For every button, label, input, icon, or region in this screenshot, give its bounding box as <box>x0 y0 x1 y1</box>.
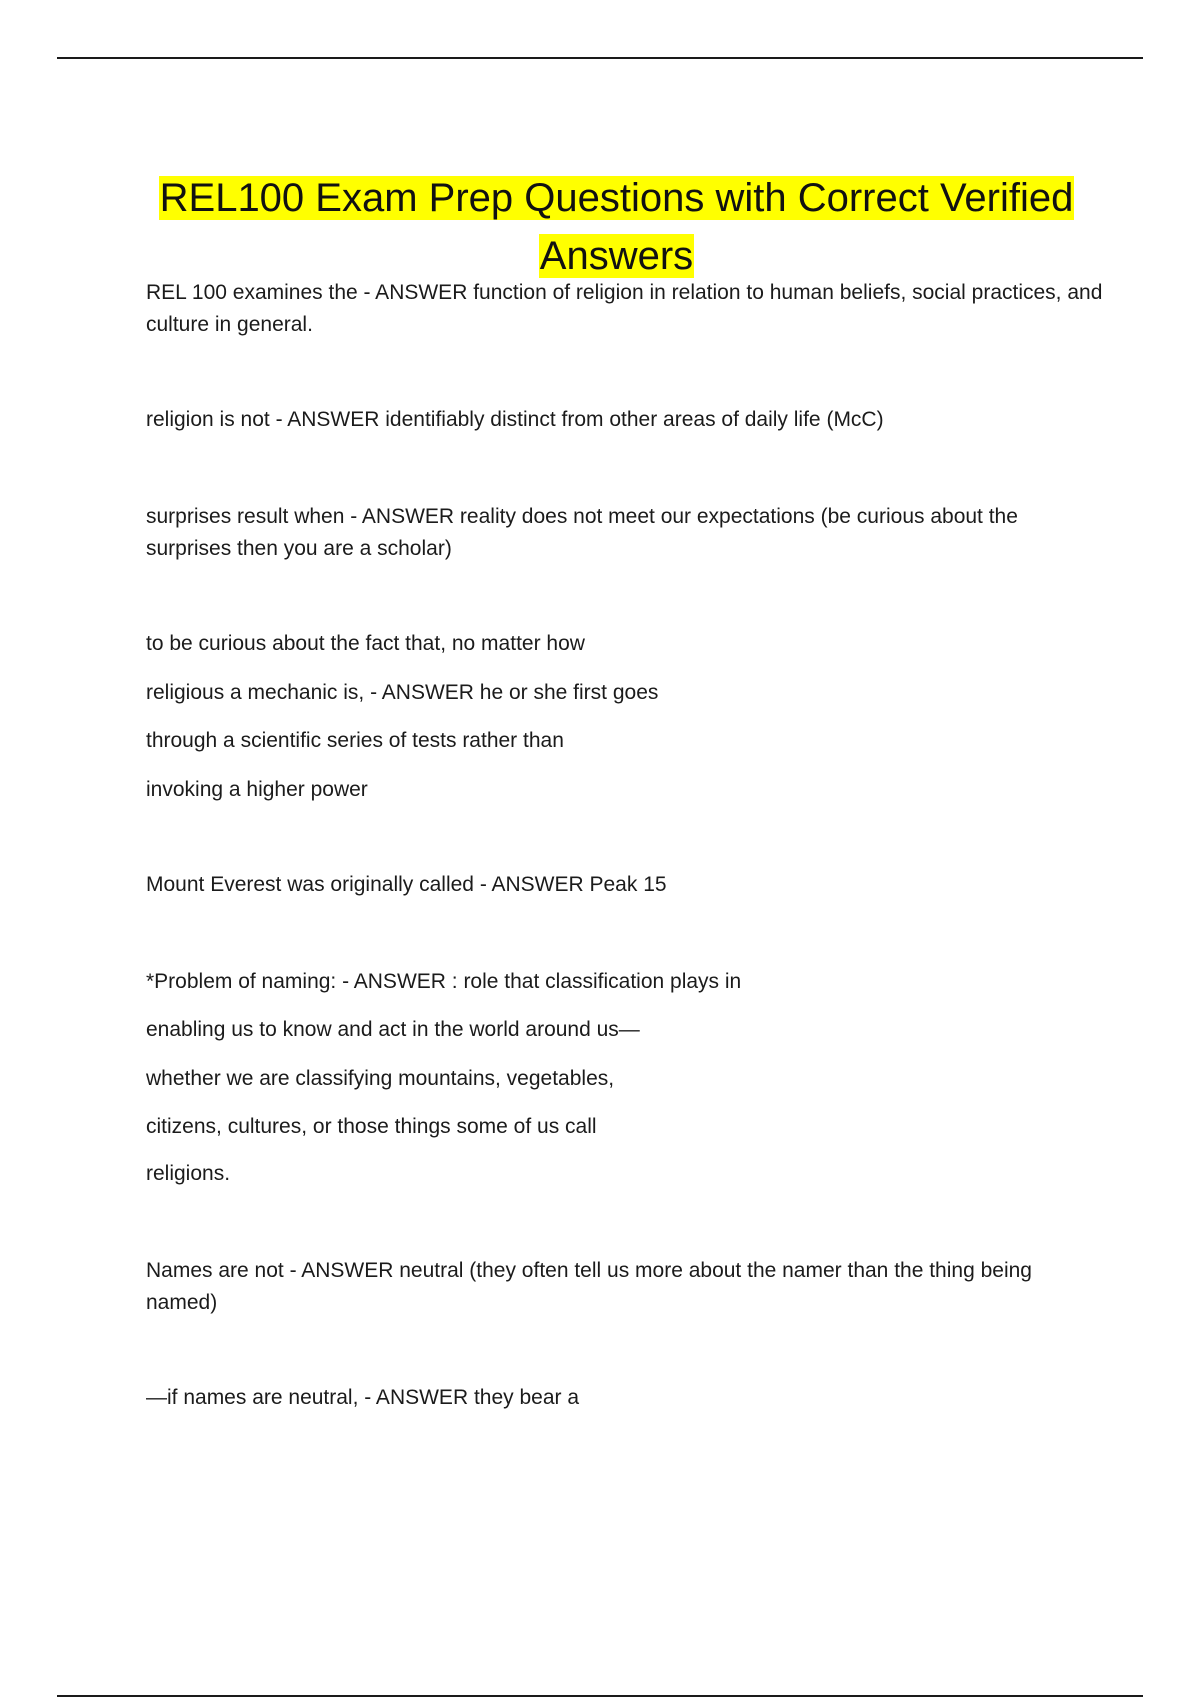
qa-entry-4-line-4: invoking a higher power <box>146 778 368 801</box>
qa-entry-6-line-3: whether we are classifying mountains, vegetables, <box>146 1067 615 1090</box>
qa-entry-6-line-2: enabling us to know and act in the world around us— <box>146 1018 640 1041</box>
document-title <box>120 169 1113 285</box>
qa-entry-4-line-1: to be curious about the fact that, no matter how <box>146 632 585 655</box>
bottom-rule <box>57 1695 1143 1697</box>
qa-entry-4-line-3: through a scientific series of tests rather than <box>146 729 564 752</box>
top-rule <box>57 57 1143 59</box>
qa-entry-1: REL 100 examines the - ANSWER function of religion in relation to human beliefs, social practices, and culture in general. <box>146 281 1103 336</box>
qa-entry-5: Mount Everest was originally called - ANSWER Peak 15 <box>146 873 667 896</box>
qa-entry-7: Names are not - ANSWER neutral (they often tell us more about the namer than the thing being named) <box>146 1259 1032 1314</box>
qa-entry-2: religion is not - ANSWER identifiably distinct from other areas of daily life (McC) <box>146 408 884 431</box>
title-line-2: Answers <box>539 233 694 278</box>
qa-entry-6-line-5: religions. <box>146 1162 231 1185</box>
qa-entry-4-line-2: religious a mechanic is, - ANSWER he or she first goes <box>146 681 659 704</box>
qa-entry-6-line-1: *Problem of naming: - ANSWER : role that classification plays in <box>146 970 742 993</box>
qa-entry-8: —if names are neutral, - ANSWER they bear a <box>146 1386 580 1409</box>
qa-entry-3: surprises result when - ANSWER reality does not meet our expectations (be curious about the surprises then you are a scholar) <box>146 505 1018 560</box>
title-line-1: REL100 Exam Prep Questions with Correct Verified <box>159 175 1074 220</box>
qa-entry-6-line-4: citizens, cultures, or those things some of us call <box>146 1115 597 1138</box>
